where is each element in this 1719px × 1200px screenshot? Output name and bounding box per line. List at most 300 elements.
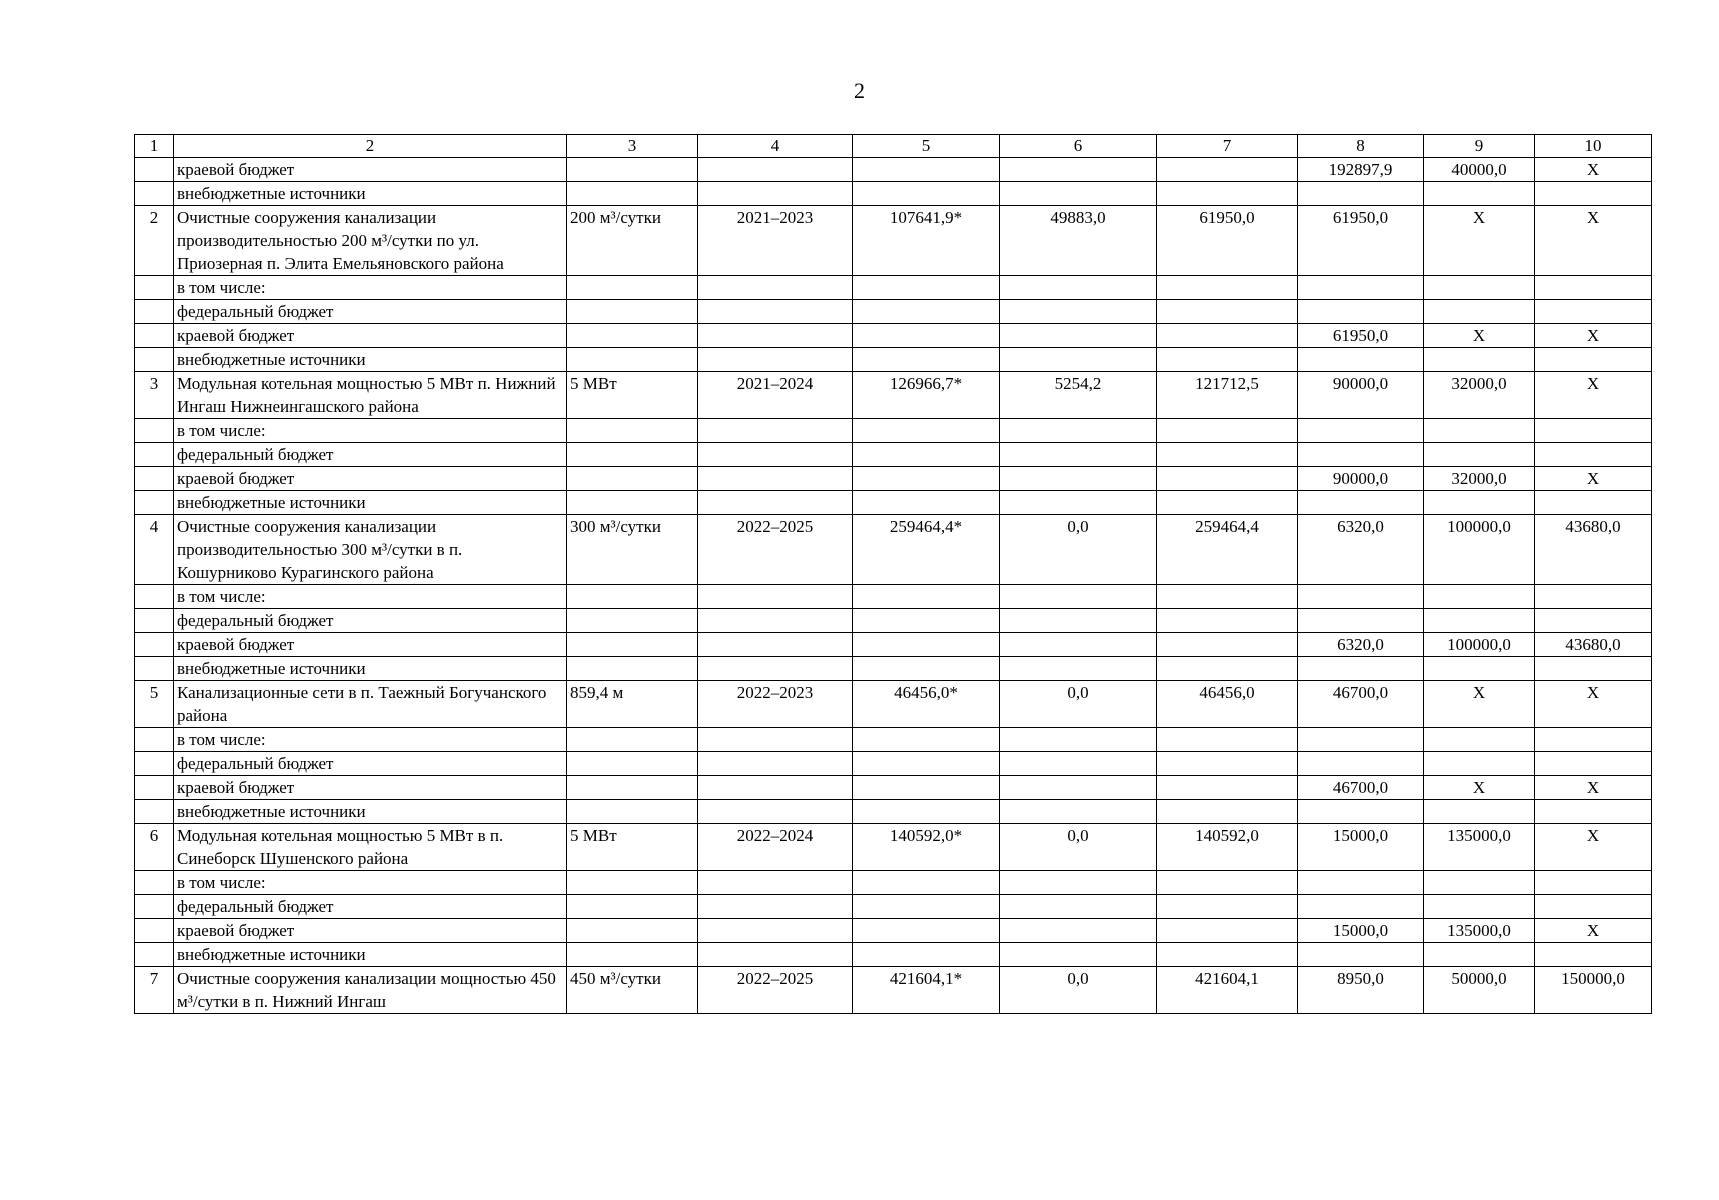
value-cell: 100000,0 <box>1424 633 1535 657</box>
item-name: Очистные сооружения канализации мощностью 450 м³/сутки в п. Нижний Ингаш <box>174 967 567 1014</box>
row-number <box>135 609 174 633</box>
cost-estimate-cell <box>853 491 1000 515</box>
cost-estimate-cell <box>853 895 1000 919</box>
row-number <box>135 776 174 800</box>
item-name: Очистные сооружения канализации производительностью 200 м³/сутки по ул. Приозерная п. Элита Емельяновского района <box>174 206 567 276</box>
table-row <box>135 324 1652 348</box>
capacity-cell <box>567 609 698 633</box>
value-cell: Х <box>1535 324 1652 348</box>
capacity-cell: 5 МВт <box>567 372 698 419</box>
value-cell <box>1424 348 1535 372</box>
period-cell: 2022–2025 <box>698 515 853 585</box>
capacity-cell <box>567 324 698 348</box>
value-cell <box>1157 776 1298 800</box>
value-cell <box>1157 871 1298 895</box>
value-cell <box>1000 348 1157 372</box>
value-cell <box>1535 419 1652 443</box>
column-header: 2 <box>174 135 567 158</box>
item-name: в том числе: <box>174 585 567 609</box>
item-name: федеральный бюджет <box>174 300 567 324</box>
value-cell <box>1424 871 1535 895</box>
table-row <box>135 800 1652 824</box>
value-cell <box>1157 585 1298 609</box>
value-cell <box>1157 348 1298 372</box>
value-cell: Х <box>1424 681 1535 728</box>
cost-estimate-cell: 259464,4* <box>853 515 1000 585</box>
value-cell: 259464,4 <box>1157 515 1298 585</box>
row-number <box>135 633 174 657</box>
value-cell: 46700,0 <box>1298 681 1424 728</box>
capacity-cell <box>567 300 698 324</box>
table-row <box>135 467 1652 491</box>
table-row <box>135 515 1652 585</box>
value-cell <box>1535 443 1652 467</box>
capacity-cell <box>567 467 698 491</box>
table-row <box>135 300 1652 324</box>
cost-estimate-cell <box>853 443 1000 467</box>
value-cell <box>1535 182 1652 206</box>
value-cell <box>1535 800 1652 824</box>
cost-estimate-cell <box>853 419 1000 443</box>
value-cell <box>1000 419 1157 443</box>
capacity-cell <box>567 158 698 182</box>
row-number <box>135 943 174 967</box>
capacity-cell <box>567 919 698 943</box>
table-header-row <box>135 135 1652 158</box>
period-cell <box>698 491 853 515</box>
value-cell <box>1157 158 1298 182</box>
capacity-cell: 300 м³/сутки <box>567 515 698 585</box>
cost-estimate-cell: 107641,9* <box>853 206 1000 276</box>
item-name: федеральный бюджет <box>174 752 567 776</box>
value-cell <box>1424 182 1535 206</box>
value-cell <box>1424 657 1535 681</box>
period-cell <box>698 752 853 776</box>
value-cell <box>1424 443 1535 467</box>
item-name: в том числе: <box>174 728 567 752</box>
value-cell <box>1157 419 1298 443</box>
table-row <box>135 895 1652 919</box>
cost-estimate-cell <box>853 276 1000 300</box>
value-cell <box>1000 182 1157 206</box>
item-name: внебюджетные источники <box>174 348 567 372</box>
period-cell: 2022–2023 <box>698 681 853 728</box>
value-cell <box>1298 491 1424 515</box>
value-cell <box>1157 467 1298 491</box>
period-cell: 2021–2023 <box>698 206 853 276</box>
value-cell <box>1157 276 1298 300</box>
item-name: федеральный бюджет <box>174 609 567 633</box>
table-row <box>135 158 1652 182</box>
table-row <box>135 657 1652 681</box>
value-cell <box>1298 419 1424 443</box>
value-cell: 0,0 <box>1000 515 1157 585</box>
value-cell <box>1535 300 1652 324</box>
value-cell: 0,0 <box>1000 967 1157 1014</box>
row-number <box>135 158 174 182</box>
value-cell <box>1157 943 1298 967</box>
value-cell <box>1000 752 1157 776</box>
value-cell <box>1535 752 1652 776</box>
cost-estimate-cell <box>853 800 1000 824</box>
capacity-cell: 450 м³/сутки <box>567 967 698 1014</box>
table-row <box>135 824 1652 871</box>
value-cell: 6320,0 <box>1298 515 1424 585</box>
column-header: 8 <box>1298 135 1424 158</box>
item-name: федеральный бюджет <box>174 443 567 467</box>
value-cell <box>1157 633 1298 657</box>
capacity-cell <box>567 419 698 443</box>
value-cell <box>1157 443 1298 467</box>
row-number: 2 <box>135 206 174 276</box>
value-cell <box>1000 324 1157 348</box>
cost-estimate-cell <box>853 467 1000 491</box>
value-cell: 90000,0 <box>1298 372 1424 419</box>
period-cell: 2021–2024 <box>698 372 853 419</box>
capacity-cell <box>567 943 698 967</box>
capacity-cell: 859,4 м <box>567 681 698 728</box>
period-cell <box>698 182 853 206</box>
cost-estimate-cell: 46456,0* <box>853 681 1000 728</box>
value-cell <box>1157 895 1298 919</box>
value-cell: Х <box>1535 206 1652 276</box>
capacity-cell <box>567 585 698 609</box>
row-number <box>135 752 174 776</box>
item-name: краевой бюджет <box>174 776 567 800</box>
column-header: 6 <box>1000 135 1157 158</box>
value-cell <box>1298 728 1424 752</box>
value-cell <box>1000 776 1157 800</box>
period-cell <box>698 158 853 182</box>
cost-estimate-cell <box>853 943 1000 967</box>
cost-estimate-cell <box>853 752 1000 776</box>
table-row <box>135 967 1652 1014</box>
value-cell <box>1000 300 1157 324</box>
value-cell: 192897,9 <box>1298 158 1424 182</box>
value-cell <box>1298 443 1424 467</box>
table-row <box>135 633 1652 657</box>
item-name: краевой бюджет <box>174 633 567 657</box>
value-cell <box>1157 657 1298 681</box>
value-cell <box>1424 728 1535 752</box>
row-number <box>135 348 174 372</box>
item-name: краевой бюджет <box>174 467 567 491</box>
value-cell: 15000,0 <box>1298 824 1424 871</box>
value-cell: Х <box>1535 919 1652 943</box>
value-cell: Х <box>1535 372 1652 419</box>
value-cell <box>1535 895 1652 919</box>
value-cell <box>1298 657 1424 681</box>
table-row <box>135 491 1652 515</box>
capacity-cell <box>567 657 698 681</box>
value-cell: 61950,0 <box>1157 206 1298 276</box>
value-cell: Х <box>1424 776 1535 800</box>
value-cell: 5254,2 <box>1000 372 1157 419</box>
value-cell <box>1298 871 1424 895</box>
period-cell <box>698 419 853 443</box>
period-cell <box>698 776 853 800</box>
row-number: 4 <box>135 515 174 585</box>
period-cell <box>698 443 853 467</box>
value-cell: Х <box>1424 324 1535 348</box>
table-row <box>135 681 1652 728</box>
period-cell <box>698 300 853 324</box>
value-cell <box>1000 919 1157 943</box>
value-cell <box>1424 895 1535 919</box>
row-number <box>135 800 174 824</box>
value-cell <box>1157 491 1298 515</box>
cost-estimate-cell <box>853 728 1000 752</box>
capacity-cell <box>567 633 698 657</box>
value-cell <box>1535 871 1652 895</box>
cost-estimate-cell <box>853 776 1000 800</box>
item-name: внебюджетные источники <box>174 800 567 824</box>
value-cell <box>1298 609 1424 633</box>
value-cell: 121712,5 <box>1157 372 1298 419</box>
row-number <box>135 419 174 443</box>
capacity-cell <box>567 348 698 372</box>
value-cell: Х <box>1424 206 1535 276</box>
value-cell: 43680,0 <box>1535 633 1652 657</box>
value-cell <box>1424 491 1535 515</box>
row-number <box>135 182 174 206</box>
table-row <box>135 943 1652 967</box>
cost-estimate-cell <box>853 324 1000 348</box>
row-number: 6 <box>135 824 174 871</box>
value-cell: 49883,0 <box>1000 206 1157 276</box>
item-name: внебюджетные источники <box>174 657 567 681</box>
column-header: 1 <box>135 135 174 158</box>
row-number: 3 <box>135 372 174 419</box>
value-cell <box>1000 895 1157 919</box>
capacity-cell <box>567 871 698 895</box>
value-cell: 90000,0 <box>1298 467 1424 491</box>
cost-estimate-cell <box>853 871 1000 895</box>
period-cell <box>698 585 853 609</box>
value-cell <box>1535 348 1652 372</box>
value-cell: Х <box>1535 681 1652 728</box>
period-cell <box>698 276 853 300</box>
value-cell <box>1535 609 1652 633</box>
value-cell <box>1424 800 1535 824</box>
capacity-cell: 5 МВт <box>567 824 698 871</box>
item-name: внебюджетные источники <box>174 182 567 206</box>
table-row <box>135 182 1652 206</box>
cost-estimate-cell <box>853 158 1000 182</box>
table-row <box>135 372 1652 419</box>
item-name: Модульная котельная мощностью 5 МВт в п. Синеборск Шушенского района <box>174 824 567 871</box>
column-header: 3 <box>567 135 698 158</box>
capacity-cell <box>567 895 698 919</box>
item-name: в том числе: <box>174 276 567 300</box>
value-cell <box>1157 800 1298 824</box>
cost-estimate-cell <box>853 633 1000 657</box>
item-name: Очистные сооружения канализации производительностью 300 м³/сутки в п. Кошурниково Курагинского района <box>174 515 567 585</box>
cost-estimate-cell <box>853 585 1000 609</box>
value-cell: Х <box>1535 776 1652 800</box>
value-cell: 421604,1 <box>1157 967 1298 1014</box>
table-row <box>135 871 1652 895</box>
value-cell: 0,0 <box>1000 824 1157 871</box>
value-cell: Х <box>1535 158 1652 182</box>
table-row <box>135 206 1652 276</box>
row-number <box>135 300 174 324</box>
cost-estimate-cell: 140592,0* <box>853 824 1000 871</box>
value-cell <box>1535 585 1652 609</box>
value-cell <box>1000 871 1157 895</box>
table-row <box>135 419 1652 443</box>
row-number <box>135 657 174 681</box>
column-header: 4 <box>698 135 853 158</box>
table-row <box>135 443 1652 467</box>
row-number <box>135 728 174 752</box>
period-cell <box>698 633 853 657</box>
row-number <box>135 871 174 895</box>
cost-estimate-cell <box>853 348 1000 372</box>
value-cell <box>1424 419 1535 443</box>
value-cell: 150000,0 <box>1535 967 1652 1014</box>
period-cell <box>698 324 853 348</box>
value-cell: 32000,0 <box>1424 372 1535 419</box>
item-name: в том числе: <box>174 871 567 895</box>
period-cell: 2022–2024 <box>698 824 853 871</box>
capacity-cell <box>567 276 698 300</box>
value-cell <box>1157 752 1298 776</box>
value-cell: 40000,0 <box>1424 158 1535 182</box>
item-name: в том числе: <box>174 419 567 443</box>
period-cell <box>698 871 853 895</box>
value-cell: 15000,0 <box>1298 919 1424 943</box>
capacity-cell <box>567 728 698 752</box>
value-cell <box>1157 182 1298 206</box>
value-cell <box>1535 491 1652 515</box>
value-cell <box>1157 919 1298 943</box>
item-name: краевой бюджет <box>174 158 567 182</box>
cost-estimate-cell <box>853 657 1000 681</box>
value-cell <box>1298 895 1424 919</box>
row-number <box>135 276 174 300</box>
value-cell <box>1298 800 1424 824</box>
item-name: краевой бюджет <box>174 919 567 943</box>
row-number <box>135 895 174 919</box>
row-number <box>135 919 174 943</box>
cost-estimate-cell <box>853 300 1000 324</box>
table-row <box>135 276 1652 300</box>
cost-estimate-cell <box>853 609 1000 633</box>
item-name: внебюджетные источники <box>174 491 567 515</box>
row-number <box>135 585 174 609</box>
value-cell: 0,0 <box>1000 681 1157 728</box>
value-cell: Х <box>1535 467 1652 491</box>
row-number: 5 <box>135 681 174 728</box>
value-cell <box>1535 943 1652 967</box>
capacity-cell <box>567 443 698 467</box>
value-cell <box>1298 752 1424 776</box>
value-cell: 61950,0 <box>1298 206 1424 276</box>
value-cell <box>1298 943 1424 967</box>
value-cell <box>1424 609 1535 633</box>
period-cell <box>698 728 853 752</box>
table-row <box>135 728 1652 752</box>
item-name: федеральный бюджет <box>174 895 567 919</box>
value-cell <box>1157 609 1298 633</box>
period-cell <box>698 348 853 372</box>
table-row <box>135 776 1652 800</box>
value-cell <box>1424 276 1535 300</box>
value-cell <box>1535 728 1652 752</box>
table-row <box>135 609 1652 633</box>
value-cell <box>1298 276 1424 300</box>
value-cell <box>1000 657 1157 681</box>
table-row <box>135 752 1652 776</box>
value-cell: 135000,0 <box>1424 919 1535 943</box>
column-header: 9 <box>1424 135 1535 158</box>
value-cell <box>1000 443 1157 467</box>
value-cell <box>1000 467 1157 491</box>
value-cell <box>1424 943 1535 967</box>
cost-estimate-cell <box>853 182 1000 206</box>
period-cell <box>698 800 853 824</box>
page-number: 2 <box>854 78 865 103</box>
value-cell: 140592,0 <box>1157 824 1298 871</box>
value-cell <box>1157 300 1298 324</box>
value-cell: 61950,0 <box>1298 324 1424 348</box>
value-cell <box>1424 585 1535 609</box>
period-cell <box>698 919 853 943</box>
capacity-cell <box>567 182 698 206</box>
period-cell <box>698 609 853 633</box>
value-cell <box>1000 800 1157 824</box>
period-cell: 2022–2025 <box>698 967 853 1014</box>
value-cell: 43680,0 <box>1535 515 1652 585</box>
cost-estimate-cell: 126966,7* <box>853 372 1000 419</box>
value-cell <box>1000 158 1157 182</box>
item-name: краевой бюджет <box>174 324 567 348</box>
period-cell <box>698 895 853 919</box>
cost-estimate-cell: 421604,1* <box>853 967 1000 1014</box>
value-cell <box>1000 633 1157 657</box>
cost-estimate-cell <box>853 919 1000 943</box>
value-cell <box>1298 348 1424 372</box>
column-header: 7 <box>1157 135 1298 158</box>
table-row <box>135 919 1652 943</box>
budget-table <box>134 134 1652 1014</box>
value-cell <box>1000 276 1157 300</box>
row-number <box>135 443 174 467</box>
column-header: 10 <box>1535 135 1652 158</box>
capacity-cell <box>567 491 698 515</box>
capacity-cell <box>567 776 698 800</box>
value-cell: 135000,0 <box>1424 824 1535 871</box>
period-cell <box>698 657 853 681</box>
capacity-cell: 200 м³/сутки <box>567 206 698 276</box>
value-cell <box>1535 657 1652 681</box>
value-cell: 100000,0 <box>1424 515 1535 585</box>
table-row <box>135 585 1652 609</box>
capacity-cell <box>567 752 698 776</box>
value-cell: 32000,0 <box>1424 467 1535 491</box>
row-number <box>135 467 174 491</box>
value-cell <box>1298 585 1424 609</box>
item-name: внебюджетные источники <box>174 943 567 967</box>
value-cell <box>1157 324 1298 348</box>
value-cell <box>1157 728 1298 752</box>
value-cell <box>1298 300 1424 324</box>
value-cell <box>1000 943 1157 967</box>
value-cell: 46700,0 <box>1298 776 1424 800</box>
value-cell: 46456,0 <box>1157 681 1298 728</box>
value-cell <box>1535 276 1652 300</box>
